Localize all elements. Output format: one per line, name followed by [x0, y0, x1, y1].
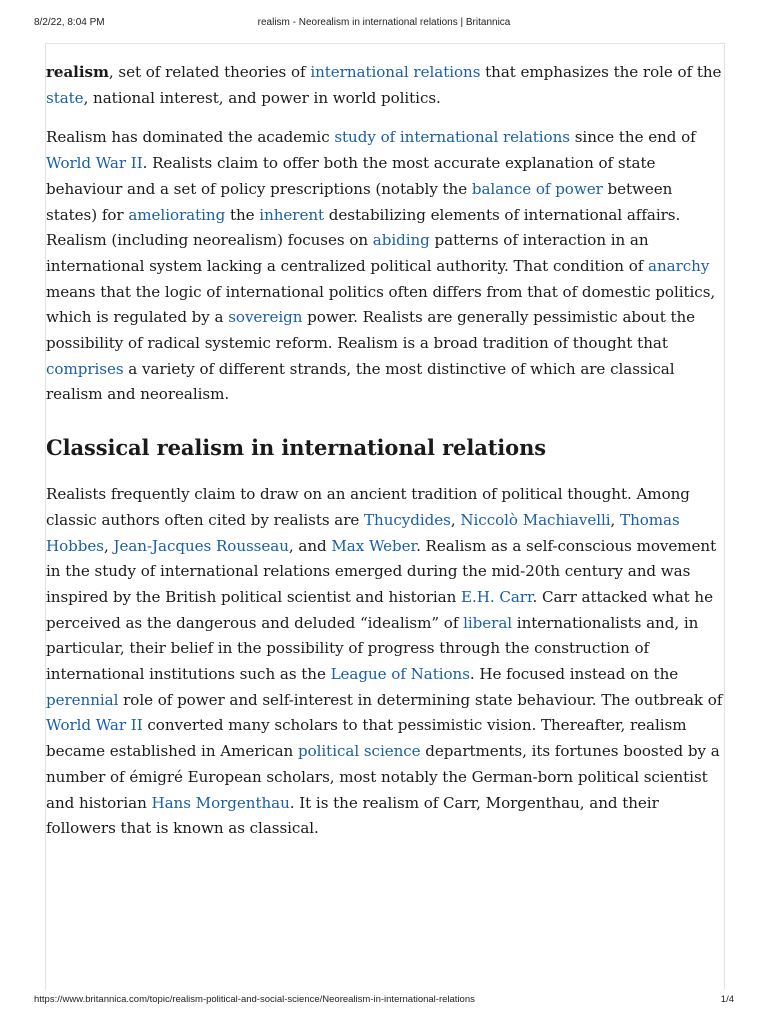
print-datetime: 8/2/22, 8:04 PM: [34, 17, 105, 28]
text-span: patterns of interaction in an international system lacking a centralized political authority. That condition of: [46, 231, 649, 275]
text-span: a variety of different strands, the most distinctive of which are classical realism and neorealism.: [46, 359, 675, 404]
link-hans-morgenthau[interactable]: Hans Morgenthau: [151, 793, 290, 812]
text-span: , national interest, and power in world politics.: [83, 88, 441, 107]
intro-paragraph: [46, 60, 726, 111]
text-span: that emphasizes the role of the: [480, 63, 722, 81]
link-sovereign[interactable]: sovereign: [228, 308, 303, 327]
link-thucydides[interactable]: Thucydides: [364, 510, 451, 529]
print-page-title: realism - Neorealism in international relations | Britannica: [257, 17, 511, 28]
link-thomas-hobbes[interactable]: Thomas Hobbes: [46, 510, 680, 555]
link-balance-of-power[interactable]: balance of power: [471, 179, 603, 198]
link-inherent[interactable]: inherent: [259, 205, 325, 224]
text-span: ,: [103, 536, 114, 555]
text-span: between states) for: [46, 179, 673, 224]
body-paragraph-1: [46, 125, 726, 408]
link-international-relations[interactable]: international relations: [310, 63, 481, 81]
text-span: . Carr attacked what he perceived as the dangerous and deluded “idealism” of: [46, 587, 713, 632]
link-ameliorating[interactable]: ameliorating: [128, 205, 226, 224]
link-anarchy[interactable]: anarchy: [648, 256, 710, 275]
text-span: Realism has dominated the academic: [46, 128, 335, 147]
link-perennial[interactable]: perennial: [46, 690, 119, 709]
article-content: [46, 60, 726, 842]
text-span: , set of related theories of: [108, 63, 311, 81]
body-paragraph-2: [46, 482, 726, 842]
text-span: . Realists claim to offer both the most accurate explanation of state behaviour and a set of policy prescriptions (notably the: [46, 154, 656, 198]
text-span: internationalists and, in particular, their belief in the possibility of progress through the construction of international institutions such as the: [46, 613, 699, 684]
text-span: ,: [610, 510, 621, 529]
text-span: ,: [450, 510, 461, 529]
link-world-war-ii[interactable]: World War II: [46, 154, 143, 173]
link-comprises[interactable]: comprises: [46, 359, 124, 378]
text-span: destabilizing elements of international affairs. Realism (including neorealism) focuses on: [46, 205, 681, 250]
link-liberal[interactable]: liberal: [463, 613, 513, 632]
text-span: . Realism as a self-conscious movement in the study of international relations emerged during the mid-20th century and was inspired by the British political scientist and historian: [46, 536, 717, 606]
text-span: , and: [288, 536, 332, 555]
link-niccolo-machiavelli[interactable]: Niccolò Machiavelli: [460, 510, 611, 529]
page-number: 1/4: [720, 994, 734, 1005]
text-span: role of power and self-interest in determining state behaviour. The outbreak of: [118, 690, 723, 709]
link-state[interactable]: state: [46, 88, 84, 107]
text-span: the: [225, 205, 260, 224]
term-realism: realism: [46, 63, 109, 81]
print-header: [0, 17, 768, 31]
print-url: https://www.britannica.com/topic/realism-political-and-social-science/Neorealism-in-international-relations: [34, 994, 475, 1005]
text-span: departments, its fortunes boosted by a number of émigré European scholars, most notably the German-born political scientist and historian: [46, 742, 720, 812]
text-span: since the end of: [569, 128, 696, 147]
link-study-of-international-relations[interactable]: study of international relations: [334, 128, 570, 147]
text-span: converted many scholars to that pessimistic vision. Thereafter, realism became established in American: [46, 716, 687, 761]
link-jean-jacques-rousseau[interactable]: Jean-Jacques Rousseau: [113, 536, 289, 555]
link-world-war-ii[interactable]: World War II: [46, 716, 143, 735]
link-abiding[interactable]: abiding: [372, 231, 430, 250]
text-span: means that the logic of international politics often differs from that of domestic politics, which is regulated by a: [46, 282, 716, 327]
print-footer: [0, 994, 768, 1008]
link-max-weber[interactable]: Max Weber: [331, 536, 417, 555]
section-heading: Classical realism in international relations: [46, 435, 546, 461]
text-span: . He focused instead on the: [469, 665, 679, 684]
link-league-of-nations[interactable]: League of Nations: [330, 665, 470, 684]
text-span: power. Realists are generally pessimistic about the possibility of radical systemic reform. Realism is a broad tradition of thought that: [46, 308, 696, 353]
link-political-science[interactable]: political science: [297, 742, 421, 761]
link-eh-carr[interactable]: E.H. Carr: [461, 587, 533, 606]
text-span: Realists frequently claim to draw on an ancient tradition of political thought. Among classic authors often cited by realists are: [46, 485, 690, 529]
text-span: . It is the realism of Carr, Morgenthau, and their followers that is known as classical.: [46, 793, 659, 838]
